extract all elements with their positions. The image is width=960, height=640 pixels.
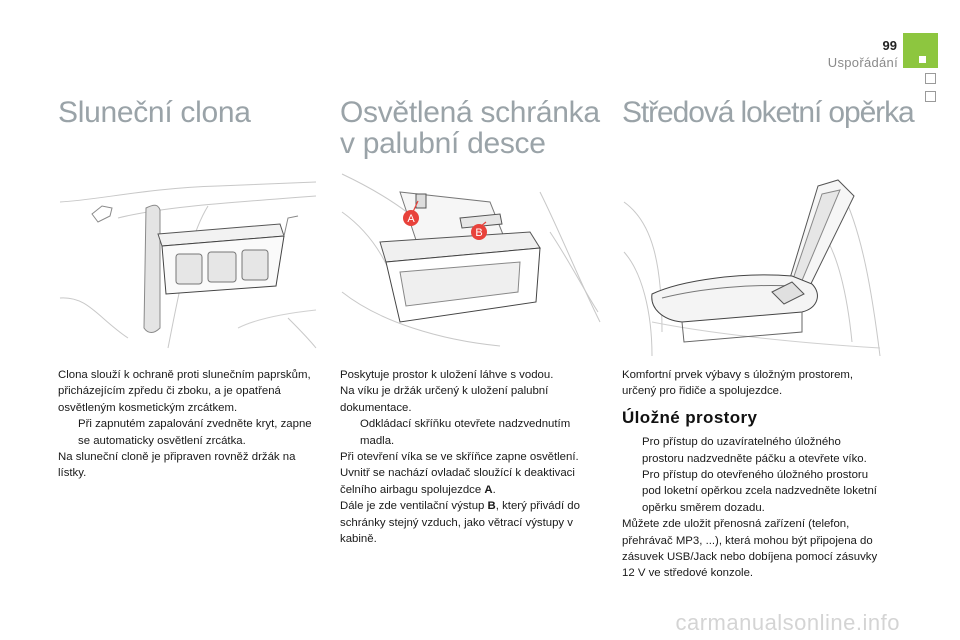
section-title-sun-visor: Sluneční clona	[58, 96, 251, 129]
paragraph: Poskytuje prostor k uložení láhve s vodou.	[340, 369, 554, 381]
bullet-item	[622, 434, 884, 467]
text-run: Dále je zde ventilační výstup	[340, 500, 488, 513]
section-name: Uspořádání	[827, 55, 898, 70]
paragraph	[340, 498, 605, 547]
paragraph	[340, 465, 605, 498]
callout-a-label: A	[407, 213, 415, 225]
bullet-item	[58, 416, 320, 449]
callout-b-label: B	[475, 227, 483, 239]
bullet-text: Odkládací skříňku otevřete nadzvednutím madla.	[360, 418, 571, 447]
text-run: Uvnitř se nachází ovladač sloužící k deaktivaci čelního airbagu spolujezdce	[340, 467, 575, 496]
watermark: carmanualsonline.info	[675, 610, 900, 635]
paragraph: Při otevření víka se ve skříňce zapne osvětlení.	[340, 451, 579, 464]
bullet-item	[340, 416, 605, 449]
bullet-text: Pro přístup do otevřeného úložného prostoru pod loketní opěrkou zcela nadzvedněte loketní opěrku směrem dozadu.	[642, 469, 877, 514]
armrest-illustration	[622, 172, 883, 358]
paragraph: Můžete zde uložit přenosná zařízení (telefon, přehrávač MP3, ...), která mohou být připojena do zásuvek USB/Jack nebo dobíjena pomocí zásuvky 12 V ve středové konzole.	[622, 518, 878, 580]
title-line: v palubní desce	[340, 127, 546, 160]
sun-visor-text	[58, 367, 320, 482]
bullet-text: Při zapnutém zapalování zvedněte kryt, zapne se automaticky osvětlení zrcátka.	[78, 418, 312, 447]
text-run: , který přivádí do schránky stejný vzduch, jako větrací výstupy v kabině.	[340, 500, 580, 546]
text-run-bold: A	[484, 483, 493, 496]
glovebox-text	[340, 367, 605, 547]
page-number: 99	[882, 38, 897, 53]
bullet-text: Pro přístup do uzavíratelného úložného prostoru nadzvedněte páčku a otevřete víko.	[642, 436, 867, 465]
section-tab-empty[interactable]	[925, 73, 936, 84]
paragraph: Komfortní prvek výbavy s úložným prostorem, určený pro řidiče a spolujezdce.	[622, 369, 854, 398]
glovebox-illustration	[340, 172, 603, 348]
sun-visor-illustration	[58, 178, 320, 350]
paragraph: Na sluneční cloně je připraven rovněž držák na lístky.	[58, 451, 296, 480]
paragraph: Na víku je držák určený k uložení palubní dokumentace.	[340, 385, 549, 414]
section-tab-active[interactable]	[903, 33, 938, 68]
paragraph: Clona slouží k ochraně proti slunečním paprskům, přicházejícím zpředu či zboku, a je opatřená osvětleným kosmetickým zrcátkem.	[58, 369, 311, 414]
tab-marker-icon	[919, 56, 926, 63]
text-run-bold: B	[487, 500, 496, 513]
section-title-glovebox	[340, 97, 610, 159]
title-line: Osvětlená schránka	[340, 96, 600, 129]
text-run: .	[492, 483, 496, 496]
section-title-armrest: Středová loketní opěrka	[622, 96, 914, 129]
section-tab-empty[interactable]	[925, 91, 936, 102]
subsection-title: Úložné prostory	[622, 407, 758, 427]
armrest-text	[622, 367, 884, 582]
bullet-item	[622, 467, 884, 516]
